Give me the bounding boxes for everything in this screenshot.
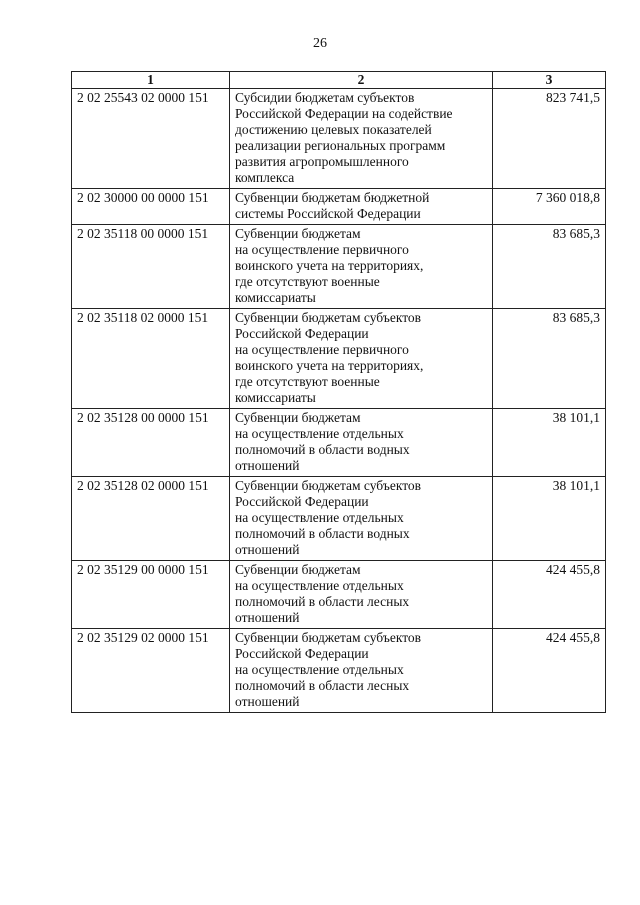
table-row (72, 477, 606, 561)
description-line: отношений (235, 542, 300, 557)
table-row (72, 629, 606, 713)
description-line: на осуществление отдельных (235, 578, 404, 593)
description-line: отношений (235, 610, 300, 625)
description-cell (230, 629, 493, 713)
description-line: развития агропромышленного (235, 154, 409, 169)
description-line: на осуществление отдельных (235, 426, 404, 441)
column-header-code: 1 (72, 72, 230, 89)
column-header-amount: 3 (493, 72, 606, 89)
table-row (72, 409, 606, 477)
budget-code-cell: 2 02 30000 00 0000 151 (72, 189, 230, 225)
budget-code-cell: 2 02 25543 02 0000 151 (72, 89, 230, 189)
description-line: Субвенции бюджетам (235, 226, 361, 241)
amount-cell: 83 685,3 (493, 309, 606, 409)
budget-code-cell: 2 02 35128 00 0000 151 (72, 409, 230, 477)
description-line: полномочий в области лесных (235, 594, 410, 609)
description-line: Субвенции бюджетам (235, 562, 361, 577)
description-line: воинского учета на территориях, (235, 258, 424, 273)
description-cell (230, 189, 493, 225)
description-line: реализации региональных программ (235, 138, 446, 153)
description-line: Российской Федерации (235, 326, 369, 341)
amount-cell: 424 455,8 (493, 561, 606, 629)
budget-code-cell: 2 02 35118 00 0000 151 (72, 225, 230, 309)
description-line: на осуществление первичного (235, 342, 409, 357)
table-body (72, 89, 606, 713)
amount-cell: 823 741,5 (493, 89, 606, 189)
description-line: полномочий в области водных (235, 526, 410, 541)
budget-code-cell: 2 02 35129 02 0000 151 (72, 629, 230, 713)
description-cell (230, 89, 493, 189)
amount-cell: 424 455,8 (493, 629, 606, 713)
description-cell (230, 409, 493, 477)
description-line: отношений (235, 458, 300, 473)
description-line: воинского учета на территориях, (235, 358, 424, 373)
description-line: Субвенции бюджетам субъектов (235, 310, 422, 325)
amount-cell: 38 101,1 (493, 477, 606, 561)
description-line: Российской Федерации (235, 646, 369, 661)
description-cell (230, 561, 493, 629)
table-row (72, 309, 606, 409)
description-line: полномочий в области лесных (235, 678, 410, 693)
table-row (72, 89, 606, 189)
description-line: достижению целевых показателей (235, 122, 432, 137)
description-line: отношений (235, 694, 300, 709)
column-header-description: 2 (230, 72, 493, 89)
description-line: полномочий в области водных (235, 442, 410, 457)
description-line: на осуществление отдельных (235, 662, 404, 677)
description-line: Субвенции бюджетам субъектов (235, 630, 422, 645)
table-header-row (72, 72, 606, 89)
table-row (72, 189, 606, 225)
amount-cell: 83 685,3 (493, 225, 606, 309)
page-number: 26 (313, 36, 327, 51)
description-line: Субсидии бюджетам субъектов (235, 90, 415, 105)
description-cell (230, 309, 493, 409)
description-line: Субвенции бюджетам (235, 410, 361, 425)
description-line: Субвенции бюджетам субъектов (235, 478, 422, 493)
table-row (72, 225, 606, 309)
description-line: Субвенции бюджетам бюджетной (235, 190, 430, 205)
description-line: системы Российской Федерации (235, 206, 421, 221)
budget-table (71, 71, 606, 713)
description-line: на осуществление отдельных (235, 510, 404, 525)
budget-code-cell: 2 02 35118 02 0000 151 (72, 309, 230, 409)
description-cell (230, 477, 493, 561)
description-line: где отсутствуют военные (235, 374, 380, 389)
amount-cell: 7 360 018,8 (493, 189, 606, 225)
description-line: комиссариаты (235, 390, 316, 405)
description-line: комиссариаты (235, 290, 316, 305)
budget-code-cell: 2 02 35129 00 0000 151 (72, 561, 230, 629)
description-line: где отсутствуют военные (235, 274, 380, 289)
description-line: Российской Федерации на содействие (235, 106, 453, 121)
description-line: на осуществление первичного (235, 242, 409, 257)
table-row (72, 561, 606, 629)
amount-cell: 38 101,1 (493, 409, 606, 477)
description-line: Российской Федерации (235, 494, 369, 509)
budget-code-cell: 2 02 35128 02 0000 151 (72, 477, 230, 561)
description-cell (230, 225, 493, 309)
description-line: комплекса (235, 170, 295, 185)
